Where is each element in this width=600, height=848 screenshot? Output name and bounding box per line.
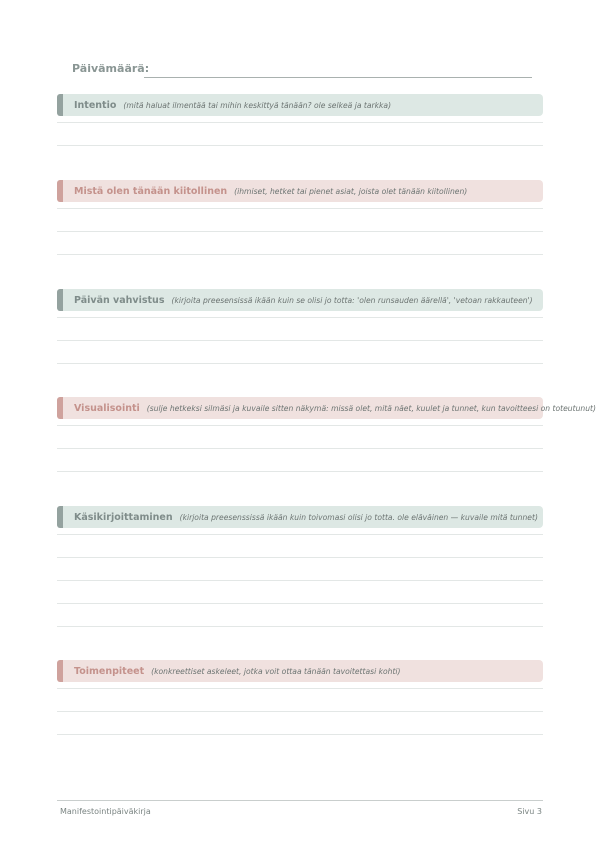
write-line[interactable] bbox=[57, 534, 543, 535]
write-line[interactable] bbox=[57, 626, 543, 627]
write-line[interactable] bbox=[57, 580, 543, 581]
write-line[interactable] bbox=[57, 208, 543, 209]
section-title: Päivän vahvistus bbox=[74, 294, 165, 306]
section-hint: (kirjoita preesenssissä ikään kuin toivomasi olisi jo totta. ole eläväinen — kuvaile mitä tunnet) bbox=[179, 512, 538, 522]
write-line[interactable] bbox=[57, 603, 543, 604]
section-hint: (sulje hetkeksi silmäsi ja kuvaile sitten näkymä: missä olet, mitä näet, kuulet ja tunnet, kun tavoitteesi on toteutunut) bbox=[146, 403, 596, 413]
section-hint: (kirjoita preesensissä ikään kuin se olisi jo totta: 'olen runsauden äärellä', 'vetoan rakkauteen') bbox=[171, 295, 533, 305]
section-header bbox=[57, 180, 543, 202]
section-title: Intentio bbox=[74, 99, 117, 111]
footer-title: Manifestointipäiväkirja bbox=[60, 807, 151, 816]
date-write-line[interactable] bbox=[144, 77, 532, 78]
section-intention bbox=[57, 94, 543, 116]
write-line[interactable] bbox=[57, 145, 543, 146]
footer-divider bbox=[57, 800, 543, 801]
write-line[interactable] bbox=[57, 557, 543, 558]
section-header bbox=[57, 660, 543, 682]
write-line[interactable] bbox=[57, 471, 543, 472]
section-scripting bbox=[57, 506, 543, 528]
section-header bbox=[57, 397, 596, 419]
write-line[interactable] bbox=[57, 734, 543, 735]
section-hint: (ihmiset, hetket tai pienet asiat, joista olet tänään kiitollinen) bbox=[234, 186, 468, 196]
section-title: Käsikirjoittaminen bbox=[74, 511, 173, 523]
section-affirmation bbox=[57, 289, 543, 311]
date-row bbox=[72, 62, 532, 80]
section-title: Mistä olen tänään kiitollinen bbox=[74, 185, 228, 197]
write-line[interactable] bbox=[57, 425, 543, 426]
section-visualization bbox=[57, 397, 596, 419]
section-actions bbox=[57, 660, 543, 682]
date-label: Päivämäärä: bbox=[72, 62, 150, 75]
section-hint: (konkreettiset askeleet, jotka voit ottaa tänään tavoitettasi kohti) bbox=[151, 666, 401, 676]
write-line[interactable] bbox=[57, 231, 543, 232]
accent-bar bbox=[57, 180, 63, 202]
section-header bbox=[57, 94, 543, 116]
accent-bar bbox=[57, 289, 63, 311]
section-hint: (mitä haluat ilmentää tai mihin keskittyä tänään? ole selkeä ja tarkka) bbox=[123, 100, 392, 110]
accent-bar bbox=[57, 397, 63, 419]
write-line[interactable] bbox=[57, 317, 543, 318]
section-header bbox=[57, 506, 543, 528]
write-line[interactable] bbox=[57, 122, 543, 123]
write-line[interactable] bbox=[57, 254, 543, 255]
write-line[interactable] bbox=[57, 711, 543, 712]
page-number: Sivu 3 bbox=[517, 807, 542, 816]
section-title: Visualisointi bbox=[74, 402, 140, 414]
write-line[interactable] bbox=[57, 448, 543, 449]
write-line[interactable] bbox=[57, 340, 543, 341]
section-title: Toimenpiteet bbox=[74, 665, 145, 677]
accent-bar bbox=[57, 506, 63, 528]
write-line[interactable] bbox=[57, 688, 543, 689]
write-line[interactable] bbox=[57, 363, 543, 364]
accent-bar bbox=[57, 94, 63, 116]
accent-bar bbox=[57, 660, 63, 682]
section-header bbox=[57, 289, 543, 311]
section-gratitude bbox=[57, 180, 543, 202]
